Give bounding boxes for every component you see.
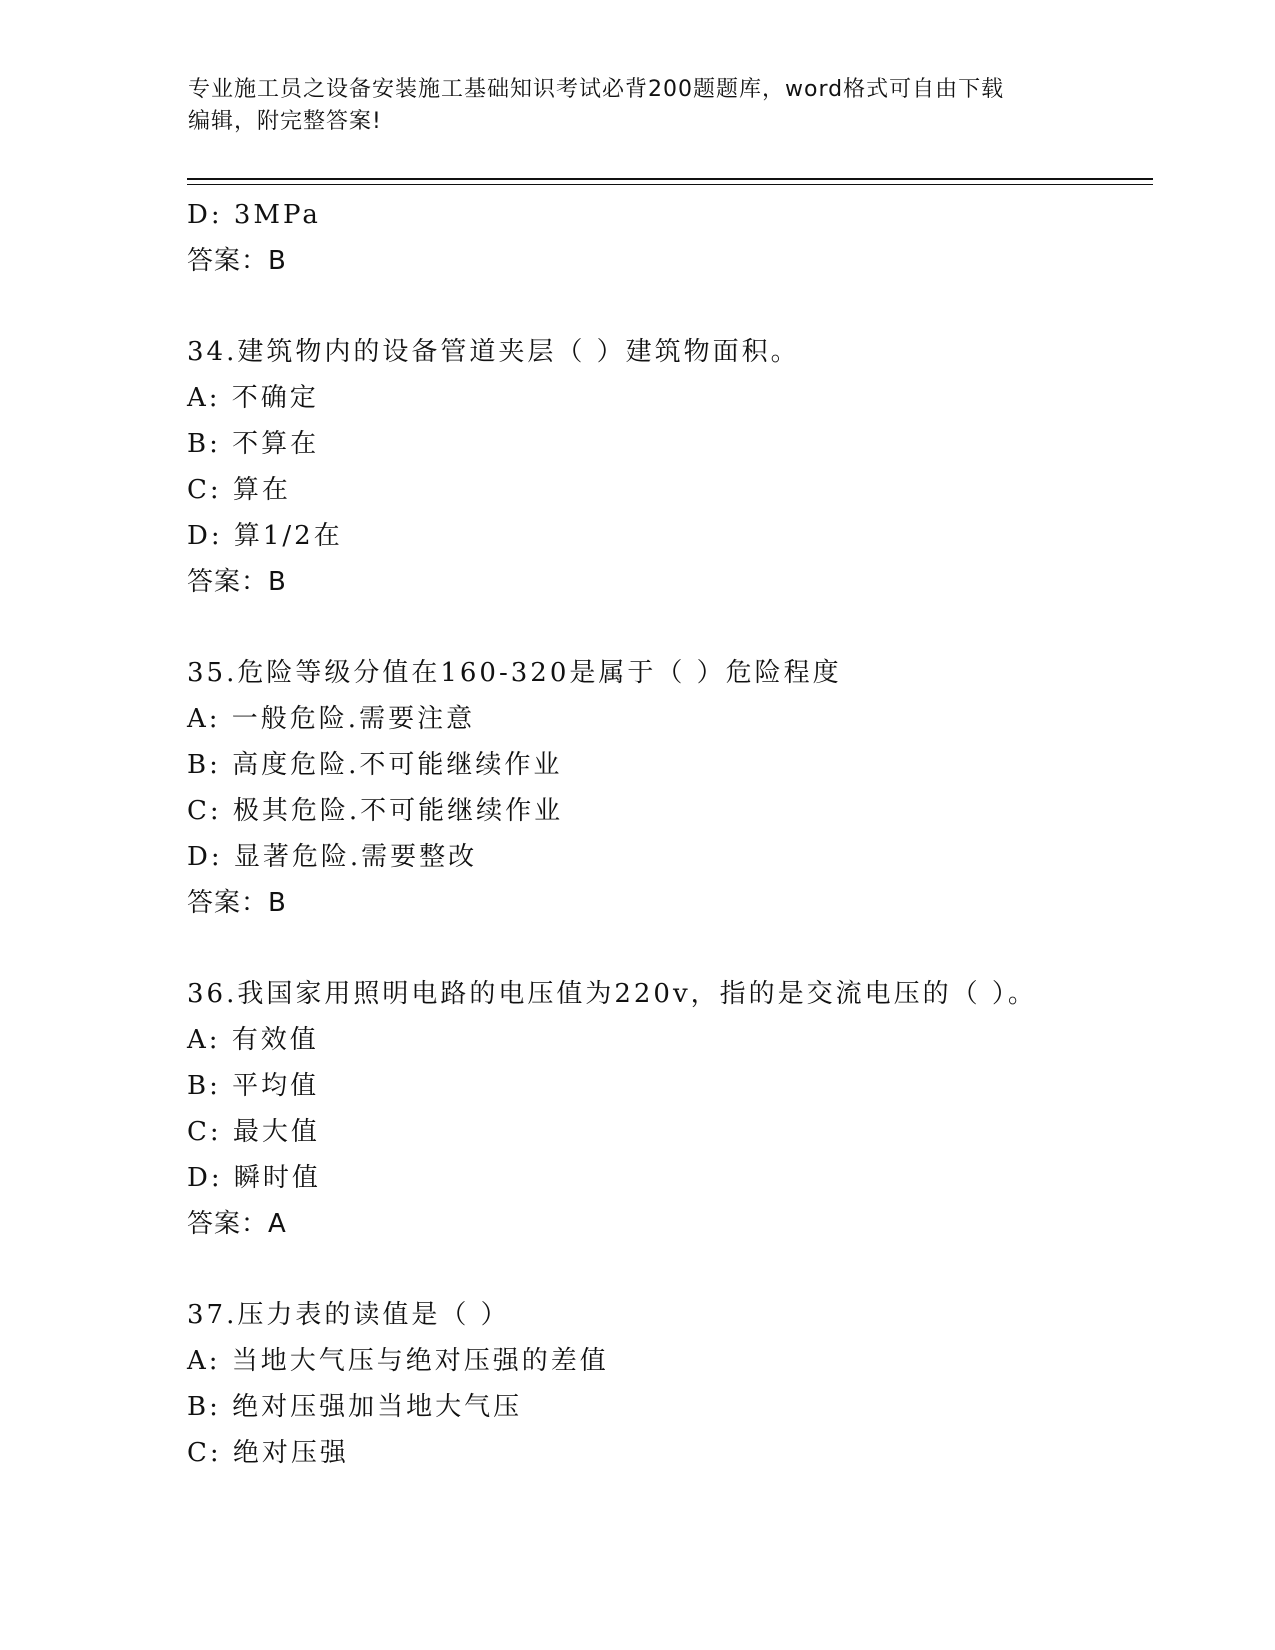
answer: 答案：B bbox=[187, 567, 287, 597]
header-line-1: 专业施工员之设备安装施工基础知识考试必背200题题库，word格式可自由下载 bbox=[188, 77, 1005, 102]
option-c: C: 最大值 bbox=[187, 1117, 320, 1147]
spacer bbox=[187, 1247, 1137, 1292]
carryover-option-d: D: 3MPa bbox=[187, 200, 321, 230]
question-34 bbox=[187, 329, 1137, 605]
option-b: B: 平均值 bbox=[187, 1071, 320, 1101]
option-d: D: 算1/2在 bbox=[187, 521, 343, 551]
option-a: A: 一般危险.需要注意 bbox=[187, 704, 476, 734]
question-35 bbox=[187, 650, 1137, 926]
question-list bbox=[187, 192, 1137, 1476]
option-b: B: 绝对压强加当地大气压 bbox=[187, 1392, 523, 1422]
document-header bbox=[188, 74, 1088, 138]
option-a: A: 当地大气压与绝对压强的差值 bbox=[187, 1346, 609, 1376]
option-b: B: 不算在 bbox=[187, 429, 320, 459]
question-stem: 35.危险等级分值在160-320是属于（ ）危险程度 bbox=[187, 658, 842, 688]
divider-thin bbox=[187, 184, 1153, 185]
spacer bbox=[187, 605, 1137, 650]
question-37 bbox=[187, 1292, 1137, 1476]
answer: 答案：A bbox=[187, 1209, 287, 1239]
option-a: A: 不确定 bbox=[187, 383, 319, 413]
divider-thick bbox=[187, 178, 1153, 180]
spacer bbox=[187, 284, 1137, 329]
option-d: D: 瞬时值 bbox=[187, 1163, 321, 1193]
option-c: C: 极其危险.不可能继续作业 bbox=[187, 796, 564, 826]
option-d: D: 显著危险.需要整改 bbox=[187, 842, 478, 872]
header-divider bbox=[187, 178, 1153, 185]
option-c: C: 绝对压强 bbox=[187, 1438, 349, 1468]
header-line-2: 编辑，附完整答案! bbox=[188, 109, 382, 134]
question-stem: 37.压力表的读值是（ ） bbox=[187, 1300, 510, 1330]
option-b: B: 高度危险.不可能继续作业 bbox=[187, 750, 563, 780]
carryover-answer: 答案：B bbox=[187, 246, 287, 276]
question-36 bbox=[187, 971, 1137, 1247]
answer: 答案：B bbox=[187, 888, 287, 918]
option-a: A: 有效值 bbox=[187, 1025, 319, 1055]
spacer bbox=[187, 926, 1137, 971]
question-stem: 36.我国家用照明电路的电压值为220v，指的是交流电压的（ ）。 bbox=[187, 979, 1037, 1009]
question-stem: 34.建筑物内的设备管道夹层（ ）建筑物面积。 bbox=[187, 337, 800, 367]
option-c: C: 算在 bbox=[187, 475, 291, 505]
